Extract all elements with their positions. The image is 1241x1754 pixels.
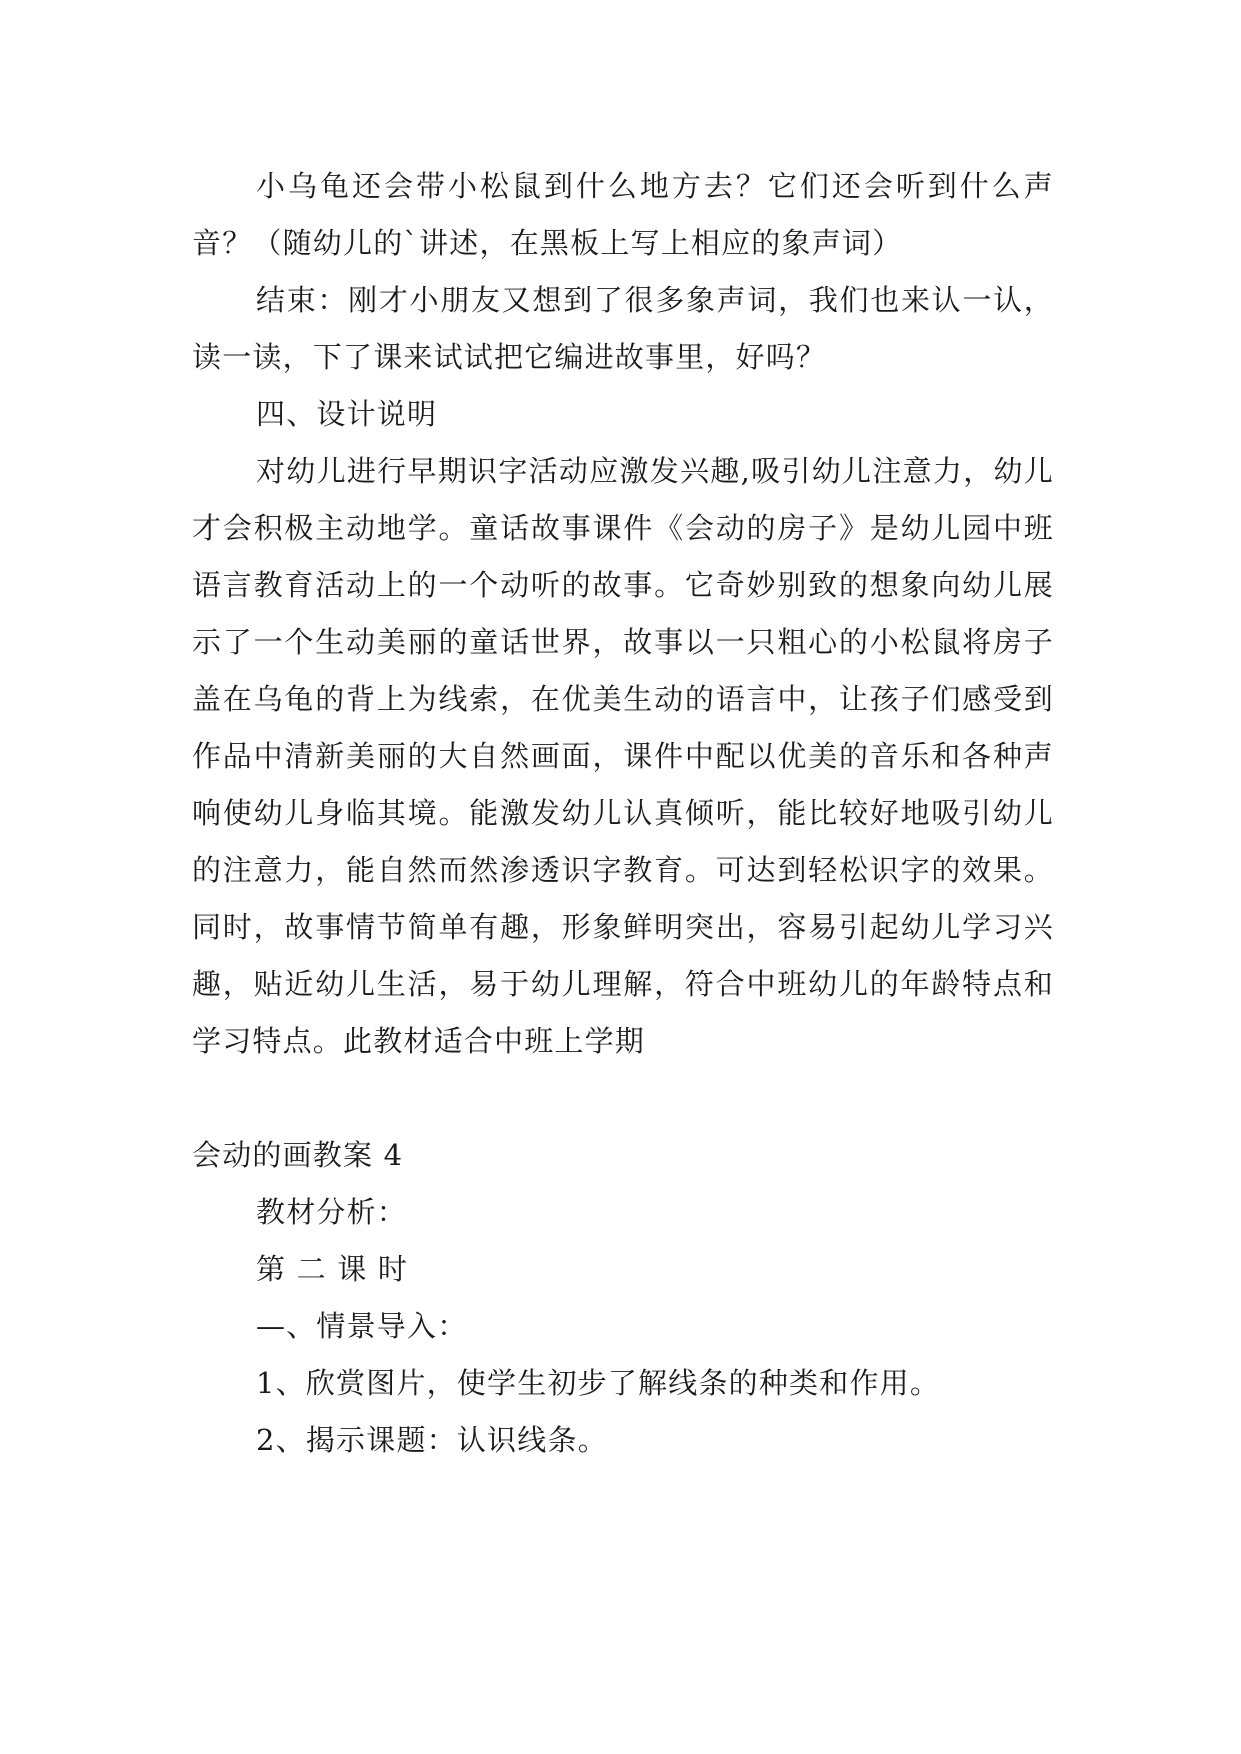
paragraph-design-notes: 对幼儿进行早期识字活动应激发兴趣,吸引幼儿注意力，幼儿才会积极主动地学。童话故事课件《会动的房子》是幼儿园中班语言教育活动上的一个动听的故事。它奇妙别致的想象向幼儿展示了一个生动美丽的童话世界，故事以一只粗心的小松鼠将房子盖在乌龟的背上为线索，在优美生动的语言中，让孩子们感受到作品中清新美丽的大自然画面，课件中配以优美的音乐和各种声响使幼儿身临其境。能激发幼儿认真倾听，能比较好地吸引幼儿的注意力，能自然而然渗透识字教育。可达到轻松识字的效果。同时，故事情节简单有趣，形象鲜明突出，容易引起幼儿学习兴趣，贴近幼儿生活，易于幼儿理解，符合中班幼儿的年龄特点和学习特点。此教材适合中班上学期 [192,454,1054,1058]
paragraph-lesson-number: 第 二 课 时 [256,1252,409,1286]
paragraph-question: 小乌龟还会带小松鼠到什么地方去？它们还会听到什么声音？（随幼儿的`讲述，在黑板上写上相应的象声词） [192,169,1054,260]
section-title: 会动的画教案 4 [192,1138,404,1172]
list-item-2: 2、揭示课题：认识线条。 [256,1423,608,1457]
heading-design-notes: 四、设计说明 [256,397,438,431]
paragraph-ending: 结束：刚才小朋友又想到了很多象声词，我们也来认一认，读一读，下了课来试试把它编进故事里，好吗？ [192,283,1054,374]
list-item-1: 1、欣赏图片，使学生初步了解线条的种类和作用。 [256,1366,941,1400]
paragraph-scene-intro: —、情景导入： [256,1309,468,1343]
section-gap [192,1070,1054,1127]
document-body [192,158,1054,1469]
paragraph-material-analysis: 教材分析： [256,1195,408,1229]
